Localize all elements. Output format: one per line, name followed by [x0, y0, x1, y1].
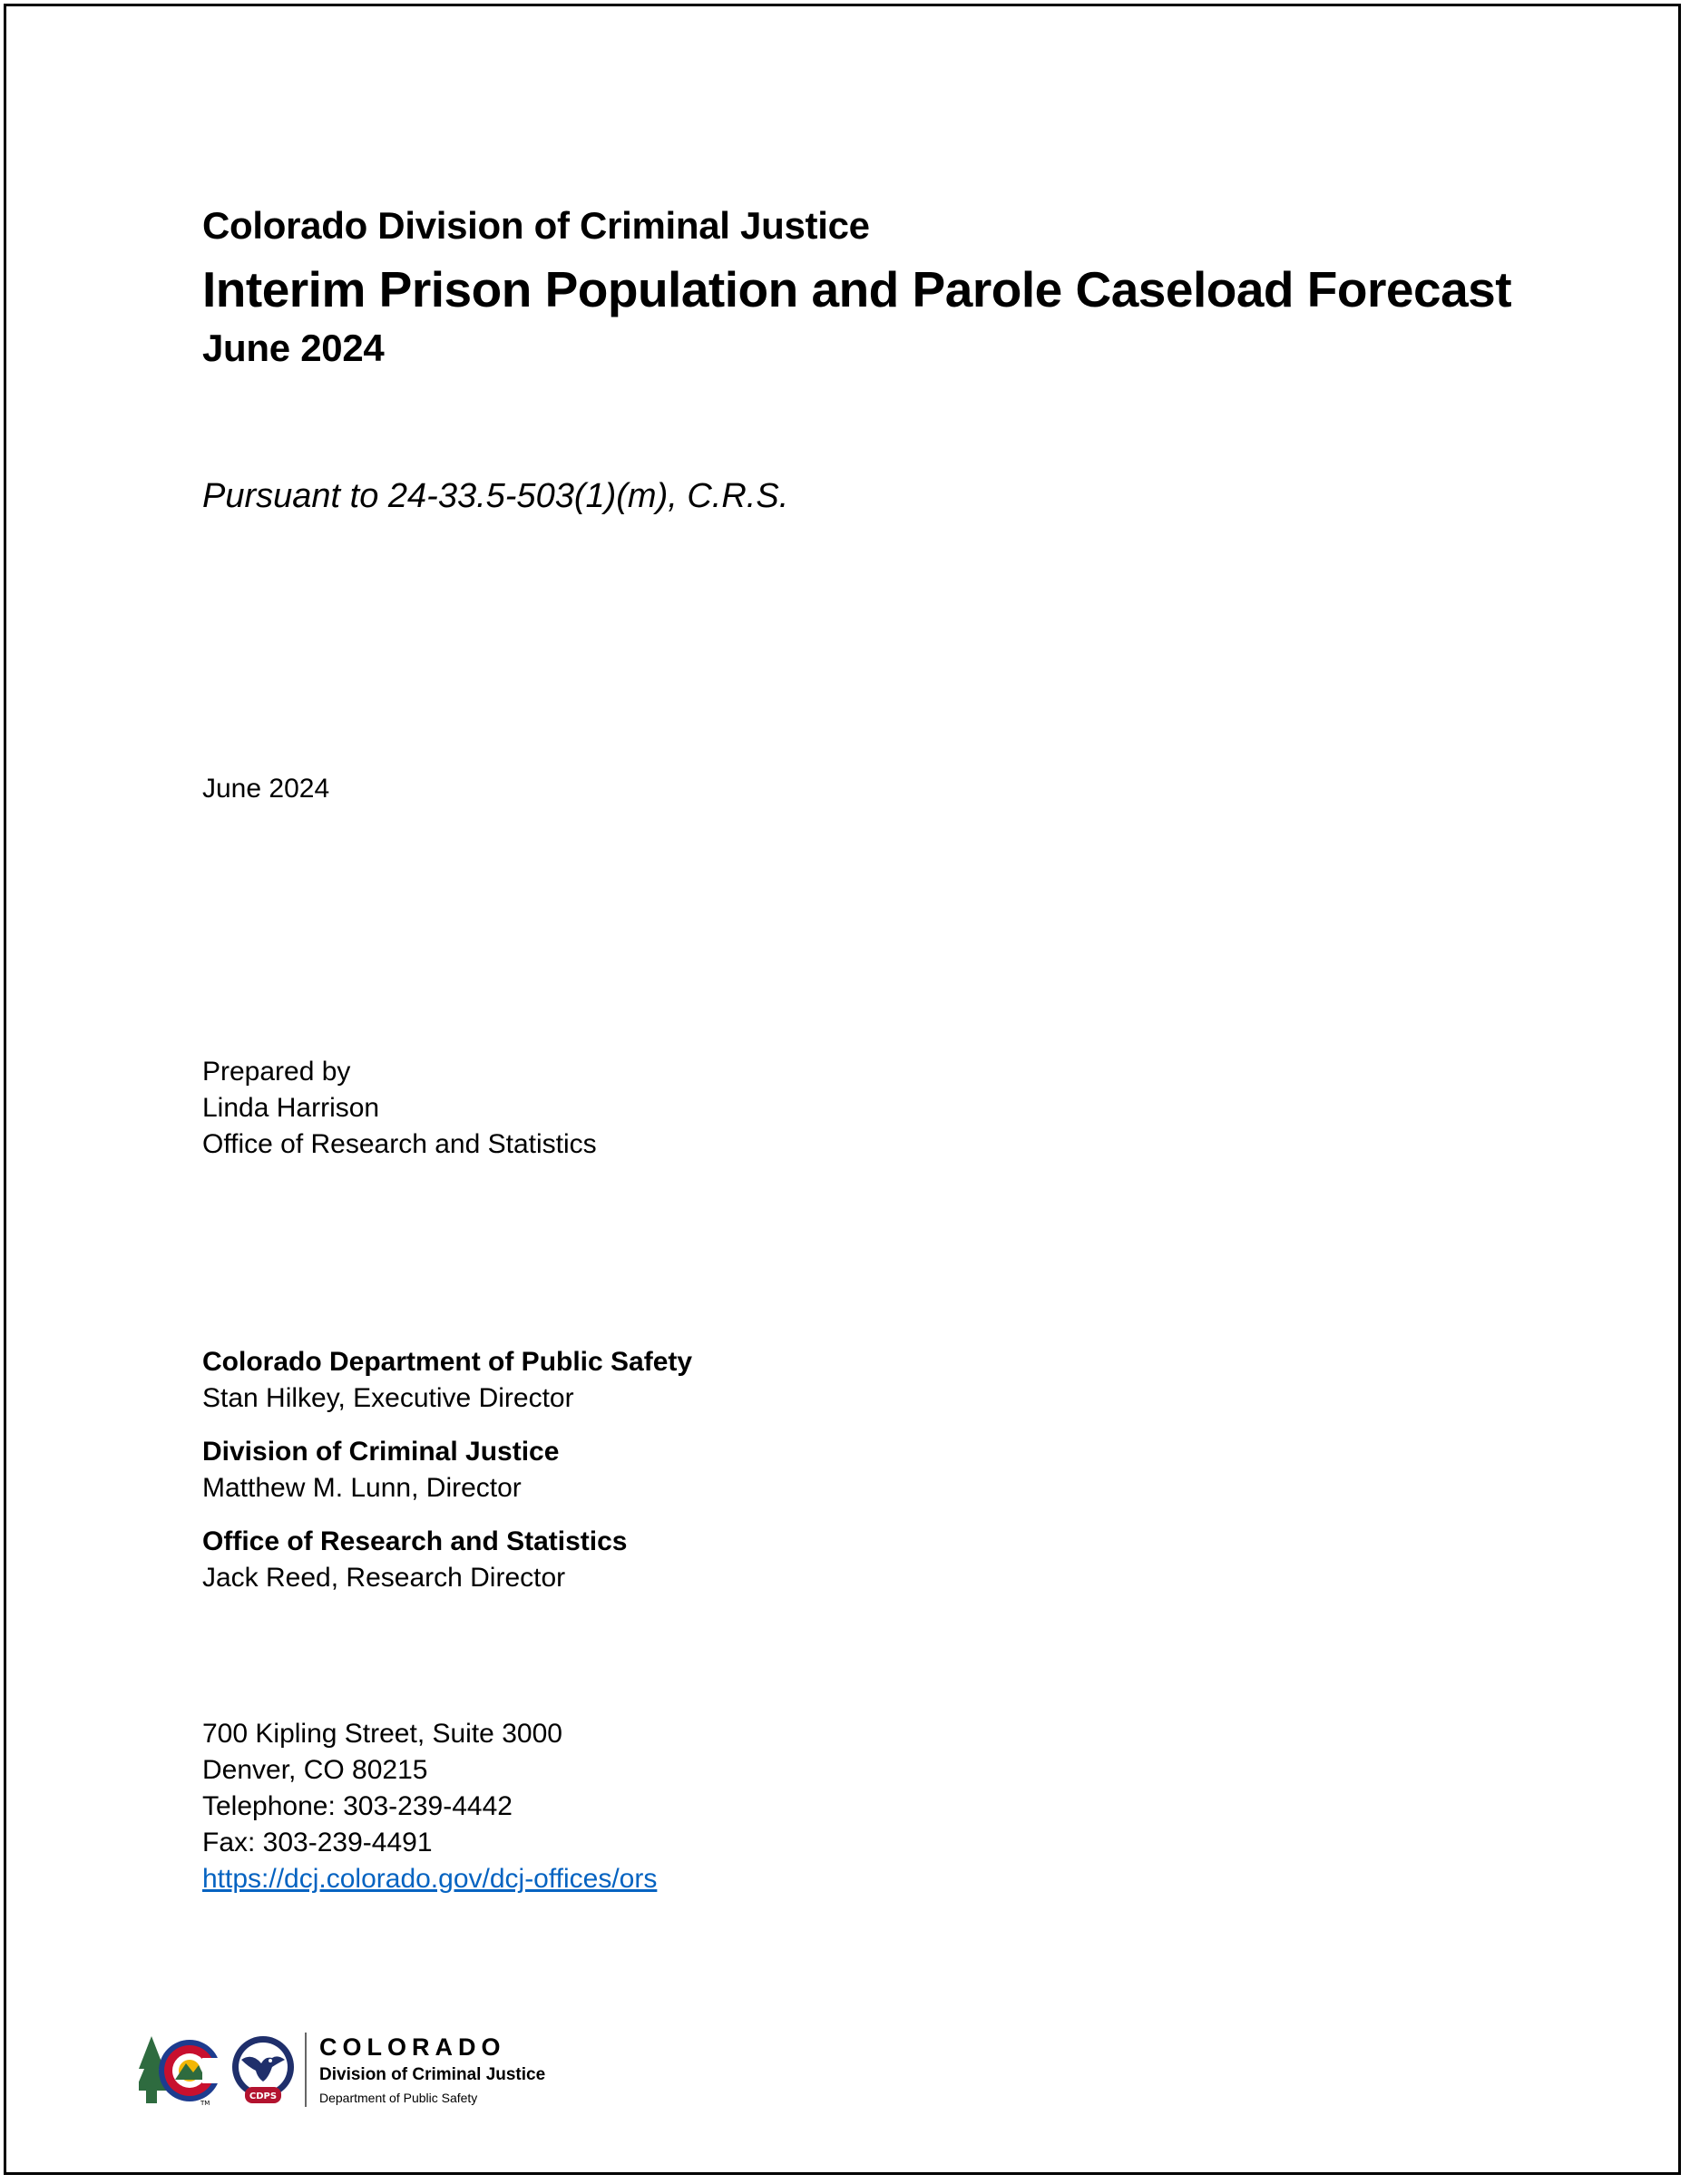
agency-name: Office of Research and Statistics: [202, 1526, 628, 1556]
logo-department-name: Department of Public Safety: [319, 2091, 478, 2105]
agency-name: Division of Criminal Justice: [202, 1437, 560, 1467]
address-street: 700 Kipling Street, Suite 3000: [202, 1719, 562, 1749]
prepared-by-block: [202, 1054, 597, 1163]
fax: Fax: 303-239-4491: [202, 1828, 433, 1857]
prepared-by-label: Prepared by: [202, 1057, 351, 1087]
logo-division-name: Division of Criminal Justice: [319, 2065, 546, 2084]
leadership-block: [202, 1344, 692, 1614]
leadership-entry: [202, 1524, 692, 1596]
agency-head: Matthew M. Lunn, Director: [202, 1473, 522, 1503]
logo-wordmark: [319, 2032, 545, 2108]
telephone: Telephone: 303-239-4442: [202, 1791, 513, 1821]
report-title: Interim Prison Population and Parole Caseload Forecast: [202, 261, 1512, 317]
logo-state-name: COLORADO: [319, 2033, 506, 2061]
seal-label: CDPS: [249, 2091, 278, 2101]
leadership-entry: [202, 1344, 692, 1417]
colorado-c-logo-icon: [139, 2033, 225, 2107]
author-name: Linda Harrison: [202, 1093, 380, 1123]
statute-reference: Pursuant to 24-33.5-503(1)(m), C.R.S.: [202, 477, 789, 515]
footer-logo: [139, 2024, 545, 2115]
logo-divider: [305, 2033, 307, 2107]
website-link[interactable]: https://dcj.colorado.gov/dcj-offices/ors: [202, 1864, 658, 1894]
agency-head: Stan Hilkey, Executive Director: [202, 1383, 574, 1413]
organization-name: Colorado Division of Criminal Justice: [202, 204, 870, 247]
cdps-seal-icon: [230, 2033, 296, 2107]
trademark-mark: TM: [200, 2100, 210, 2107]
leadership-entry: [202, 1434, 692, 1506]
author-office: Office of Research and Statistics: [202, 1129, 597, 1159]
publication-date: June 2024: [202, 774, 330, 804]
address-city: Denver, CO 80215: [202, 1755, 428, 1785]
contact-block: [202, 1716, 657, 1897]
agency-name: Colorado Department of Public Safety: [202, 1347, 693, 1377]
agency-head: Jack Reed, Research Director: [202, 1563, 566, 1593]
report-title-date: June 2024: [202, 327, 385, 369]
